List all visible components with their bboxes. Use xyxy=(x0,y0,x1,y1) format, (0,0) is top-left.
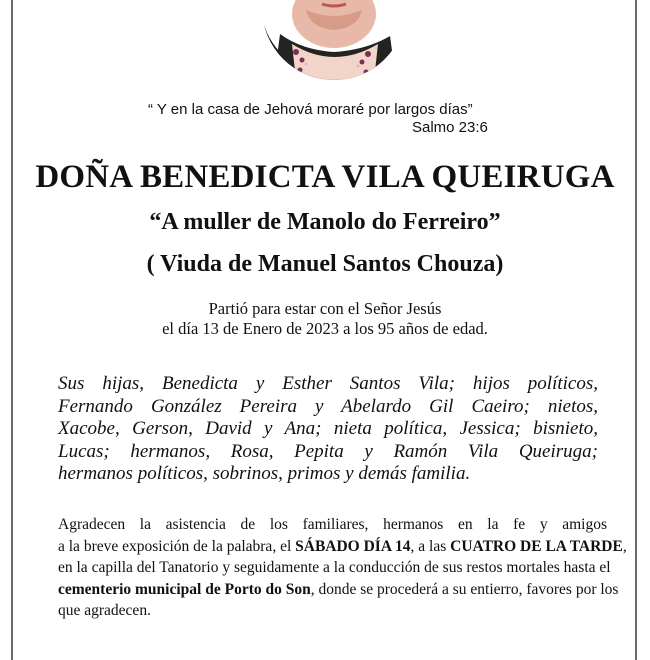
family-line: Xacobe, Gerson, David y Ana; nieta política, Jessica; bisnieto, xyxy=(58,418,598,439)
service-time: CUATRO DE LA TARDE xyxy=(450,537,623,555)
thanks-text: a la breve exposición de la palabra, el xyxy=(58,537,296,555)
family-line: Sus hijas, Benedicta y Esther Santos Vila; hijos políticos, xyxy=(58,373,598,394)
thanks-text: , donde se procederá a su entierro, favores por los xyxy=(310,580,619,598)
family-line: hermanos políticos, sobrinos, primos y demás familia. xyxy=(58,463,471,484)
thanks-line: en la capilla del Tanatorio y seguidamente a la conducción de sus restos mortales hasta el xyxy=(58,559,611,576)
thanks-line xyxy=(58,579,619,601)
bible-reference: Salmo 23:6 xyxy=(412,119,488,136)
thanks-text: , xyxy=(622,537,627,555)
departure-line-1: Partió para estar con el Señor Jesús xyxy=(208,299,442,318)
thanks-line: Agradecen la asistencia de los familiares, hermanos en la fe y amigos xyxy=(58,516,607,533)
cemetery-name: cementerio municipal de Porto do Son xyxy=(58,580,311,598)
bible-quote: “ Y en la casa de Jehová moraré por largos días” xyxy=(148,101,473,118)
family-line: Lucas; hermanos, Rosa, Pepita y Ramón Vila Queiruga; xyxy=(58,440,598,462)
deceased-nickname: “A muller de Manolo do Ferreiro” xyxy=(149,209,501,235)
acknowledgement-paragraph xyxy=(58,514,627,622)
thanks-text: , a las xyxy=(410,537,451,555)
thanks-line: que agradecen. xyxy=(58,602,151,619)
service-day: SÁBADO DÍA 14 xyxy=(295,537,411,555)
deceased-widow-of: ( Viuda de Manuel Santos Chouza) xyxy=(146,251,504,277)
family-list xyxy=(58,373,598,486)
family-line: Fernando González Pereira y Abelardo Gil Caeiro; nietos, xyxy=(58,395,598,417)
departure-line-2: el día 13 de Enero de 2023 a los 95 años de edad. xyxy=(162,319,488,338)
deceased-name: DOÑA BENEDICTA VILA QUEIRUGA xyxy=(35,159,615,195)
thanks-line xyxy=(58,536,627,558)
